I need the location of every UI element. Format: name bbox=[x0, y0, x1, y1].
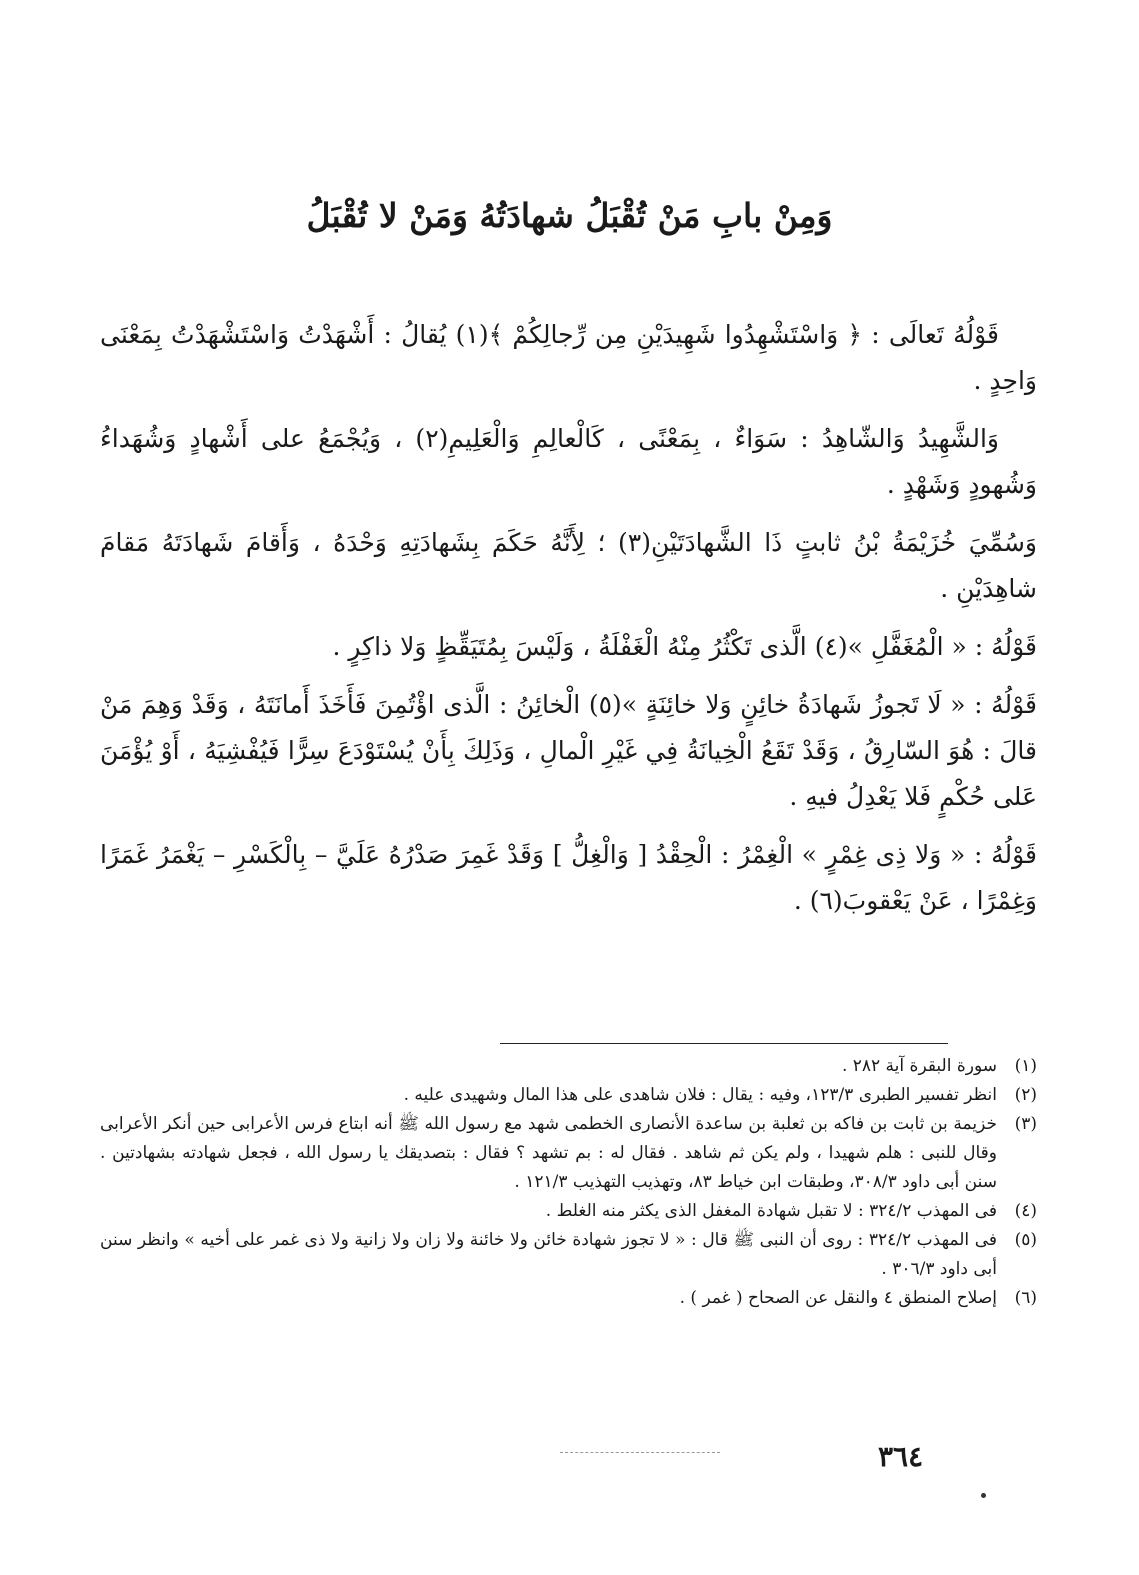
footnote-3 bbox=[100, 1110, 1037, 1197]
footnote-number: (٥) bbox=[1014, 1230, 1037, 1250]
footnote-1 bbox=[100, 1052, 1037, 1081]
paragraph-4: قَوْلُهُ : « الْمُغَفَّلِ »(٤) الَّذى تَكْثُرُ مِنْهُ الْغَفْلَةُ ، وَلَيْسَ بِمُتَيَقِّظٍ وَلا ذاكِرٍ . bbox=[332, 632, 1037, 661]
footnote-number: (٤) bbox=[1014, 1201, 1037, 1221]
footnote-text: انظر تفسير الطبرى ١٢٣/٣، وفيه : يقال : فلان شاهدى على هذا المال وشهيدى عليه . bbox=[403, 1085, 997, 1105]
footnote-2 bbox=[100, 1081, 1037, 1110]
footnote-4 bbox=[100, 1197, 1037, 1226]
footnote-number: (٢) bbox=[1014, 1085, 1037, 1105]
scan-dot bbox=[981, 1493, 986, 1498]
footnote-text: خزيمة بن ثابت بن فاكه بن ثعلبة بن ساعدة الأنصارى الخطمى شهد مع رسول الله ﷺ أنه ابتاع فرس الأعرابى حين أنكر الأعرابى وقال للنبى : هلم شهيدا ، ولم يكن ثم شاهد . فقال له : بم تشهد ؟ فقال : بتصديقك يا رسول الله ، فجعل شهادته بشهادتين . سنن أبى داود ٣٠٨/٣، وطبقات ابن خياط ٨٣، وتهذيب التهذيب ١٢١/٣ . bbox=[100, 1114, 997, 1192]
footnote-divider bbox=[500, 1043, 948, 1044]
footnote-5 bbox=[100, 1226, 1037, 1284]
footnote-number: (٣) bbox=[1014, 1114, 1037, 1134]
paragraph-5: قَوْلُهُ : « لَا تَجوزُ شَهادَةُ خائِنٍ وَلا خائِنَةٍ »(٥) الْخائِنُ : الَّذى اؤْتُمِنَ فَأَخَذَ أَمانَتَهُ ، وَقَدْ وَهِمَ مَنْ قالَ : هُوَ السّارِقُ ، وَقَدْ تَقَعُ الْخِيانَةُ فِي غَيْرِ الْمالِ ، وَذَلِكَ بِأَنْ يُسْتَوْدَعَ سِرًّا فَيُفْشِيَهُ ، أَوْ يُؤْمَنَ عَلى حُكْمٍ فَلا يَعْدِلُ فيهِ . bbox=[100, 690, 1038, 811]
paragraph-1: قَوْلُهُ تَعالَى : ﴿ وَاسْتَشْهِدُوا شَهِيدَيْنِ مِن رِّجالِكُمْ ﴾(١) يُقالُ : أَشْهَدْتُ وَاسْتَشْهَدْتُ بِمَعْنَى وَاحِدٍ . bbox=[100, 320, 1037, 395]
footnote-text: سورة البقرة آية ٢٨٢ . bbox=[841, 1056, 997, 1076]
footnote-6 bbox=[100, 1284, 1037, 1313]
footnote-number: (٦) bbox=[1014, 1288, 1037, 1308]
footnote-text: فى المهذب ٣٢٤/٢ : لا تقبل شهادة المغفل الذى يكثر منه الغلط . bbox=[545, 1201, 997, 1221]
page-number: ٣٦٤ bbox=[878, 1440, 924, 1473]
chapter-title: وَمِنْ بابِ مَنْ تُقْبَلُ شهادَتُهُ وَمَنْ لا تُقْبَلُ bbox=[306, 196, 833, 235]
paragraph-2: وَالشَّهِيدُ وَالشّاهِدُ : سَوَاءٌ ، بِمَعْنًى ، كَالْعالِمِ وَالْعَلِيمِ(٢) ، وَيُجْمَعُ على أَشْهادٍ وَشُهَداءُ وَشُهودٍ وَشَهْدٍ . bbox=[100, 424, 1037, 499]
body-text bbox=[100, 312, 1037, 936]
paragraph-6: قَوْلُهُ : « وَلا ذِى غِمْرٍ » الْغِمْرُ : الْحِقْدُ [ وَالْغِلُّ ] وَقَدْ غَمِرَ صَدْرُهُ عَلَيَّ – بِالْكَسْرِ – يَغْمَرُ غَمَرًا وَغِمْرًا ، عَنْ يَعْقوبَ(٦) . bbox=[100, 840, 1037, 915]
footnotes bbox=[100, 1052, 1037, 1313]
footnote-text: إصلاح المنطق ٤ والنقل عن الصحاح ( غمر ) . bbox=[679, 1288, 997, 1308]
footnote-number: (١) bbox=[1014, 1056, 1037, 1076]
scan-artifact bbox=[560, 1452, 720, 1453]
footnote-text: فى المهذب ٣٢٤/٢ : روى أن النبى ﷺ قال : « لا تجوز شهادة خائن ولا خائنة ولا زان ولا زانية ولا ذى غمر على أخيه » وانظر سنن أبى داود ٣٠٦/٣ . bbox=[100, 1230, 997, 1279]
paragraph-3: وَسُمِّيَ خُزَيْمَةُ بْنُ ثابتٍ ذَا الشَّهادَتَيْنِ(٣) ؛ لِأَنَّهُ حَكَمَ بِشَهادَتِهِ وَحْدَهُ ، وَأَقامَ شَهادَتَهُ مَقامَ شاهِدَيْنِ . bbox=[100, 528, 1038, 603]
